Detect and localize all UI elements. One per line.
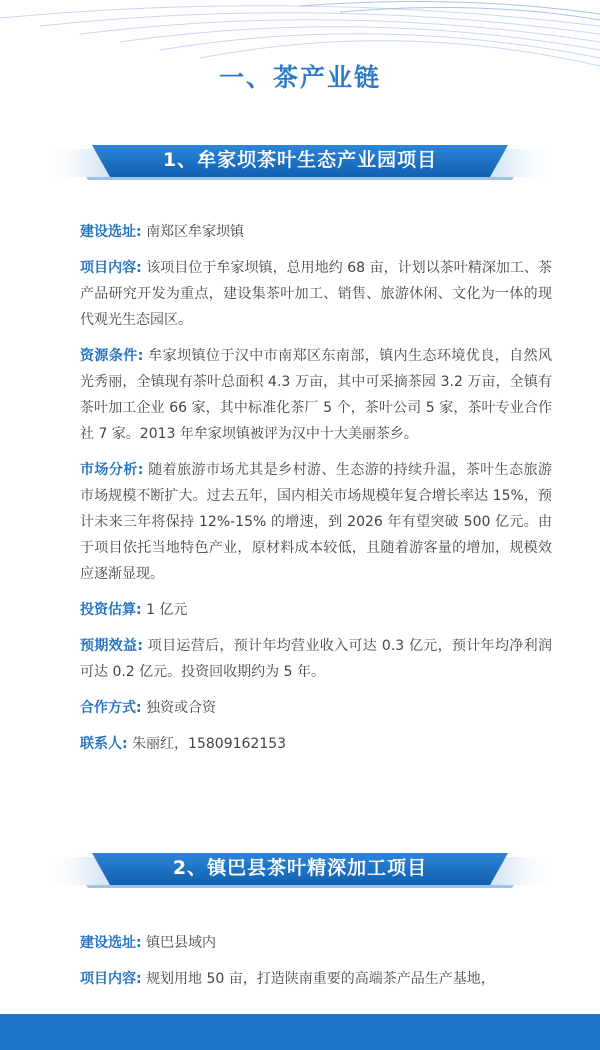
market-row [80, 457, 552, 587]
site-value: 南郑区牟家坝镇 [146, 224, 245, 240]
project-1-title: 1、牟家坝茶叶生态产业园项目 [162, 149, 438, 171]
site-row [80, 219, 552, 245]
project-2-title: 2、镇巴县茶叶精深加工项目 [172, 857, 428, 879]
market-label: 市场分析: [80, 462, 144, 478]
content-label: 项目内容: [80, 971, 142, 987]
site-value: 镇巴县域内 [146, 935, 217, 951]
benefit-row [80, 633, 552, 685]
cooperation-label: 合作方式: [80, 700, 142, 716]
project-2-banner [0, 851, 600, 891]
contact-label: 联系人: [80, 736, 128, 752]
project-1-banner [0, 143, 600, 183]
project-1-details [80, 219, 552, 767]
content-row [80, 255, 552, 333]
cooperation-row [80, 695, 552, 721]
benefit-label: 预期效益: [80, 638, 143, 654]
resource-row [80, 343, 552, 447]
resource-label: 资源条件: [80, 348, 144, 364]
site-label: 建设选址: [80, 935, 142, 951]
investment-value: 1 亿元 [146, 602, 188, 618]
benefit-value: 项目运营后，预计年均营业收入可达 0.3 亿元，预计年均净利润可达 0.2 亿元。投资回收期约为 5 年。 [80, 638, 552, 680]
resource-value: 牟家坝镇位于汉中市南郑区东南部，镇内生态环境优良，自然风光秀丽，全镇现有茶叶总面积 4.3 万亩，其中可采摘茶园 3.2 万亩，全镇有茶叶加工企业 66 家，其中标准化茶厂 5 个，茶叶公司 5 家，茶叶专业合作社 7 家。2013 年牟家坝镇被评为汉中十大美丽茶乡。 [80, 348, 552, 442]
contact-value: 朱丽红，15809162153 [132, 736, 287, 752]
investment-row [80, 597, 552, 623]
content-value: 该项目位于牟家坝镇，总用地约 68 亩，计划以茶叶精深加工、茶产品研究开发为重点，建设集茶叶加工、销售、旅游休闲、文化为一体的现代观光生态园区。 [80, 260, 552, 328]
market-value: 随着旅游市场尤其是乡村游、生态游的持续升温，茶叶生态旅游市场规模不断扩大。过去五年，国内相关市场规模年复合增长率达 15%，预计未来三年将保持 12%-15% 的增速，到 2026 年有望突破 500 亿元。由于项目依托当地特色产业，原材料成本较低，且随着游客量的增加，规模效应逐渐显现。 [80, 462, 552, 582]
site-label: 建设选址: [80, 224, 142, 240]
site-row [80, 930, 552, 956]
contact-row [80, 731, 552, 757]
chapter-title: 一、茶产业链 [218, 63, 381, 92]
cooperation-value: 独资或合资 [146, 700, 217, 716]
content-label: 项目内容: [80, 260, 142, 276]
investment-label: 投资估算: [80, 602, 142, 618]
footer-bar [0, 1014, 600, 1050]
content-row [80, 966, 552, 992]
content-value: 规划用地 50 亩，打造陕南重要的高端茶产品生产基地， [146, 971, 495, 987]
project-2-details [80, 930, 552, 1002]
